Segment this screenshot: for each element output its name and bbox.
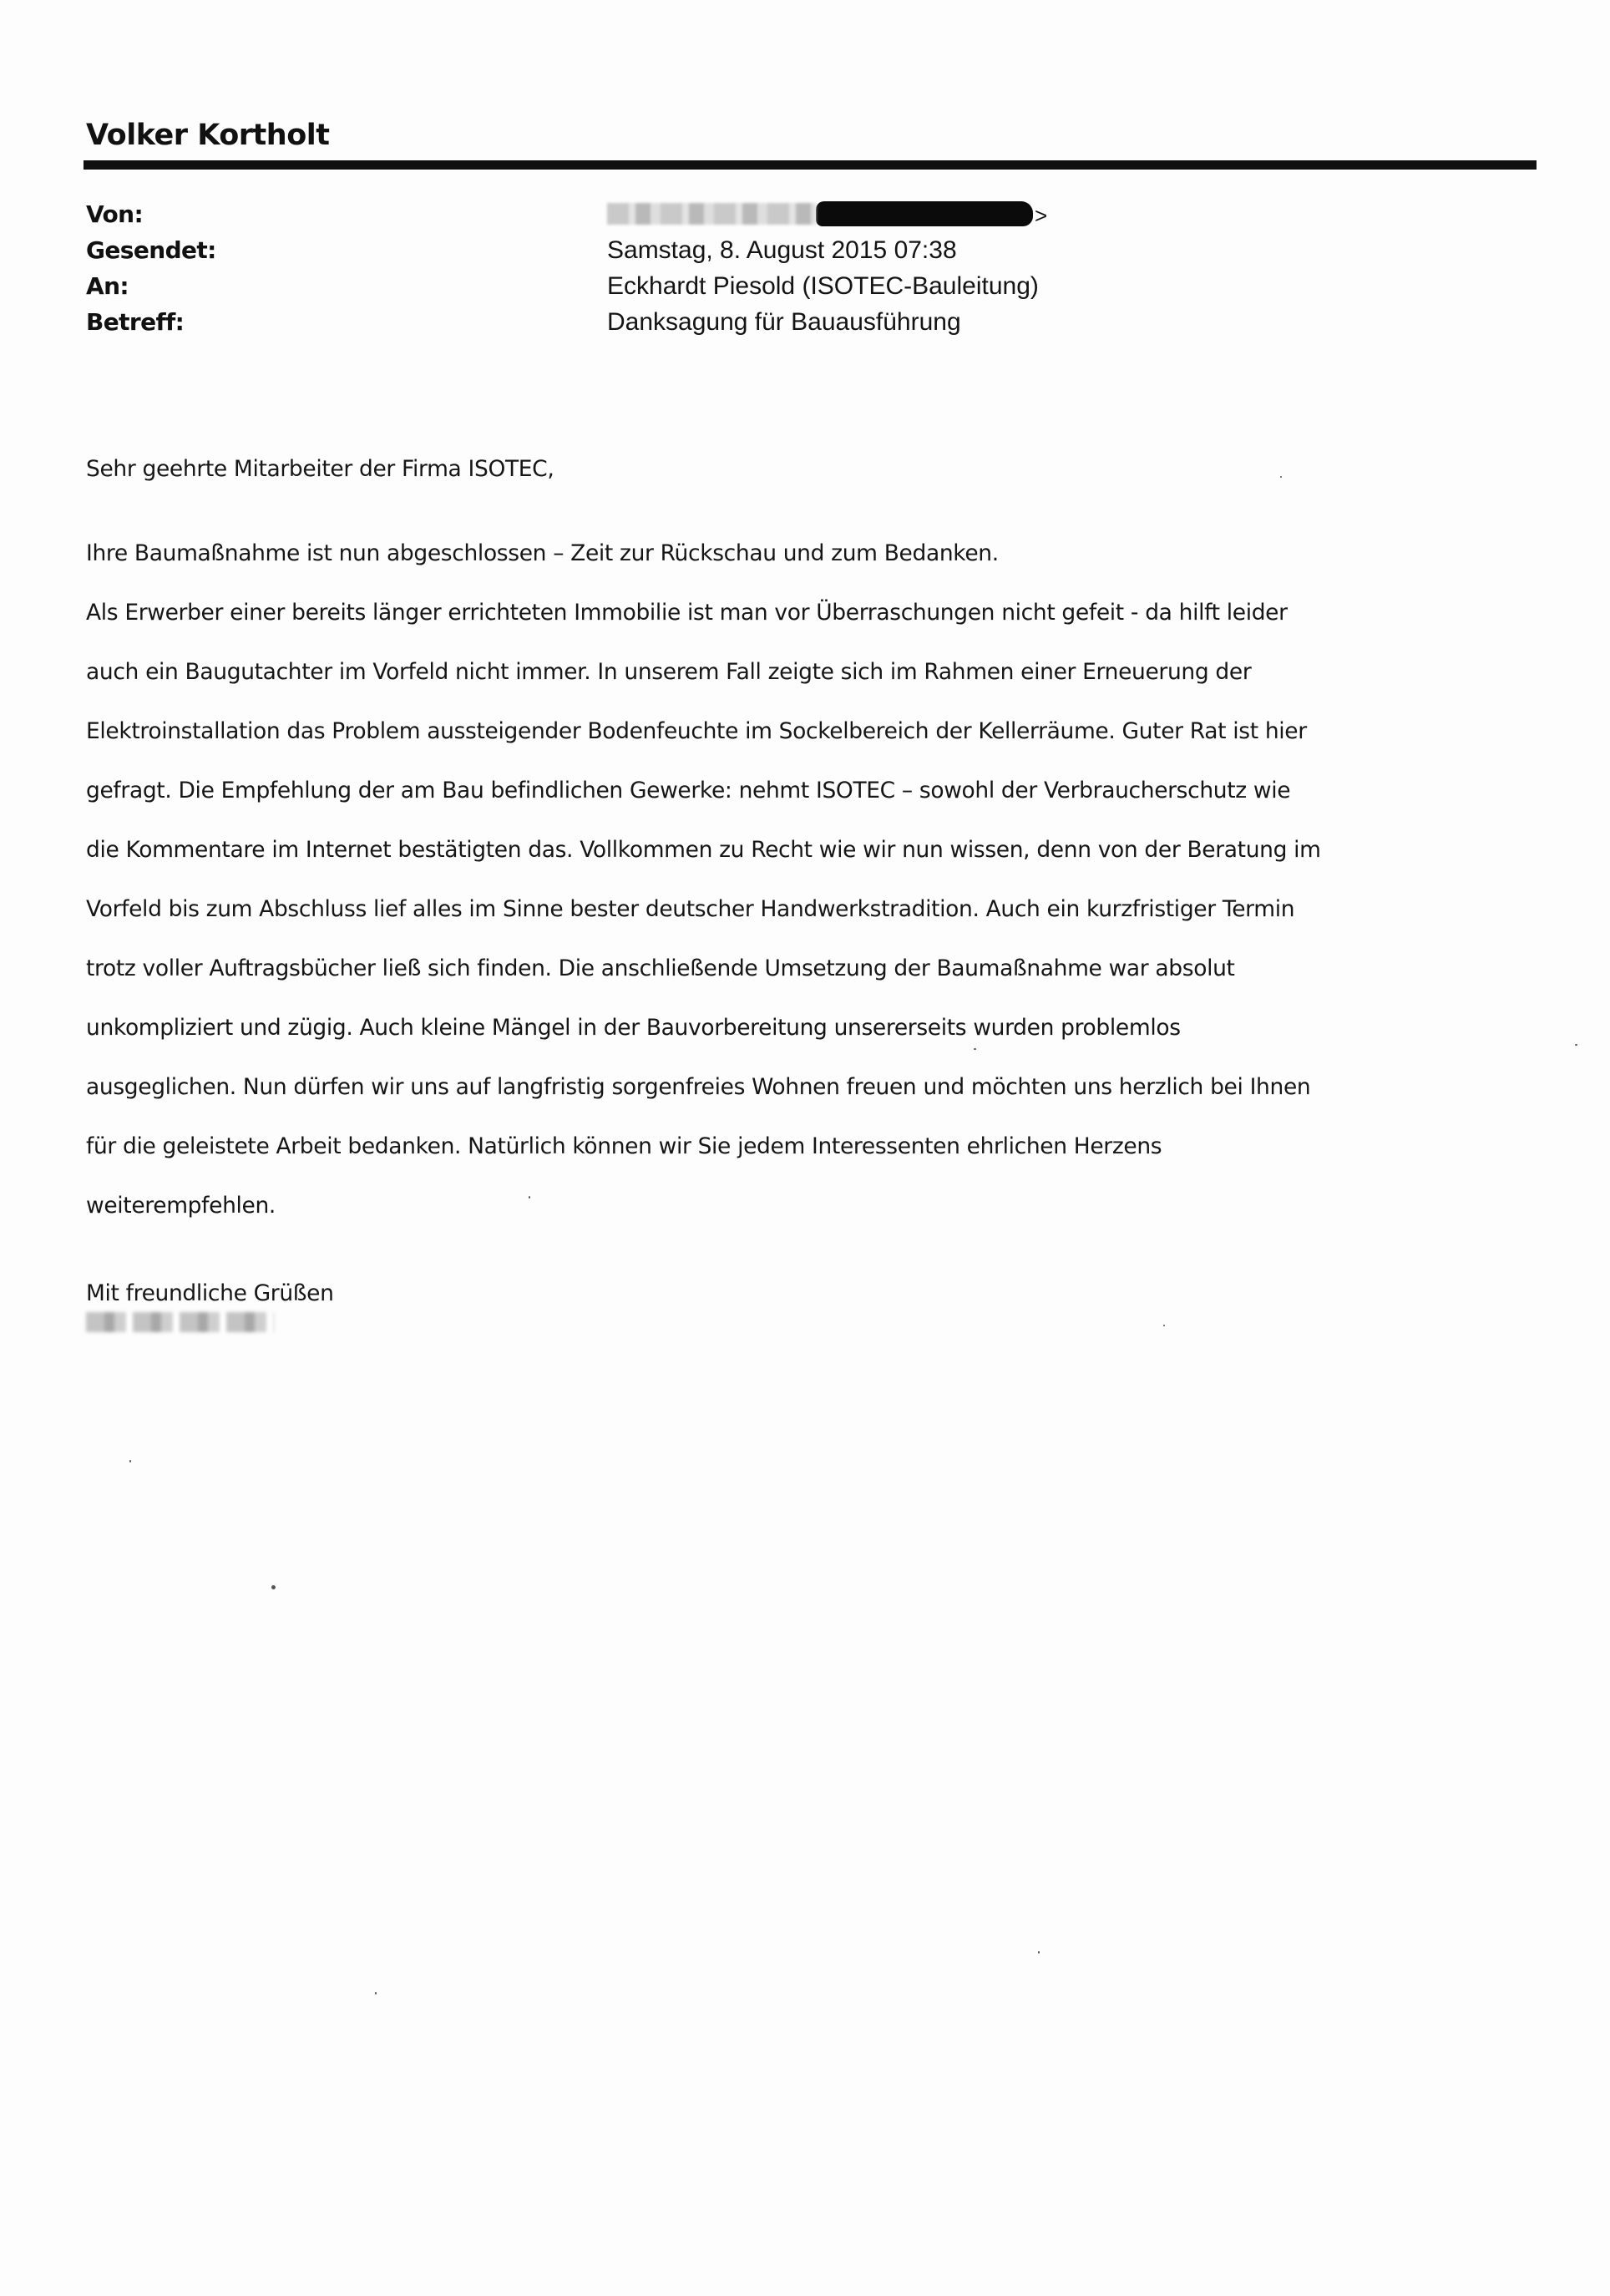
scan-speck — [1163, 1325, 1165, 1326]
redacted-signature — [86, 1312, 274, 1332]
body-line: unkompliziert und zügig. Auch kleine Mängel in der Bauvorbereitung unsererseits wurden problemlos — [86, 1015, 1181, 1041]
to-value: Eckhardt Piesold (ISOTEC-Bauleitung) — [607, 272, 1039, 300]
from-value-suffix: > — [1035, 202, 1048, 228]
sent-value: Samstag, 8. August 2015 07:38 — [607, 236, 957, 264]
body-paragraph — [86, 509, 1556, 1251]
body-line: auch ein Baugutachter im Vorfeld nicht immer. In unserem Fall zeigte sich im Rahmen einer Erneuerung der — [86, 659, 1252, 685]
header-row-from — [86, 200, 1506, 236]
redacted-sender-name — [607, 203, 816, 225]
body-line: die Kommentare im Internet bestätigten das. Vollkommen zu Recht wie wir nun wissen, denn von der Beratung im — [86, 837, 1321, 863]
header-row-subject — [86, 308, 1506, 344]
subject-value: Danksagung für Bauausführung — [607, 308, 961, 336]
body-line: Vorfeld bis zum Abschluss lief alles im Sinne bester deutscher Handwerkstradition. Auch ein kurzfristiger Termin — [86, 896, 1295, 922]
email-header — [86, 200, 1506, 344]
body-line: ausgeglichen. Nun dürfen wir uns auf langfristig sorgenfreies Wohnen freuen und möchten uns herzlich bei Ihnen — [86, 1074, 1311, 1100]
scan-speck — [529, 1196, 530, 1199]
closing: Mit freundliche Grüßen — [86, 1280, 334, 1306]
body-line: Als Erwerber einer bereits länger errichteten Immobilie ist man vor Überraschungen nicht gefeit - da hilft leider — [86, 600, 1288, 626]
body-line: für die geleistete Arbeit bedanken. Natürlich können wir Sie jedem Interessenten ehrlichen Herzens — [86, 1133, 1162, 1159]
scan-speck — [974, 1048, 976, 1050]
email-body — [86, 454, 1556, 1340]
greeting: Sehr geehrte Mitarbeiter der Firma ISOTEC, — [86, 456, 554, 482]
scan-speck — [375, 1992, 377, 1994]
header-row-sent — [86, 236, 1506, 272]
scan-speck — [1575, 1044, 1577, 1046]
title-divider — [84, 160, 1537, 170]
scan-speck — [129, 1460, 131, 1462]
body-line: Ihre Baumaßnahme ist nun abgeschlossen – Zeit zur Rückschau und zum Bedanken. — [86, 540, 999, 566]
document-title: Volker Kortholt — [86, 119, 330, 152]
redacted-sender-email — [816, 201, 1033, 226]
scan-speck — [1280, 476, 1282, 478]
sent-label: Gesendet: — [86, 236, 216, 264]
from-value — [607, 200, 1047, 229]
header-row-to — [86, 272, 1506, 308]
to-label: An: — [86, 272, 129, 300]
body-line: Elektroinstallation das Problem aussteigender Bodenfeuchte im Sockelbereich der Kellerräume. Guter Rat ist hier — [86, 718, 1307, 744]
body-line: trotz voller Auftragsbücher ließ sich finden. Die anschließende Umsetzung der Baumaßnahme war absolut — [86, 955, 1235, 981]
body-line: gefragt. Die Empfehlung der am Bau befindlichen Gewerke: nehmt ISOTEC – sowohl der Verbraucherschutz wie — [86, 778, 1291, 803]
from-label: Von: — [86, 200, 144, 228]
subject-label: Betreff: — [86, 308, 185, 336]
scan-speck — [271, 1585, 276, 1589]
body-line: weiterempfehlen. — [86, 1193, 276, 1219]
scan-speck — [1038, 1951, 1040, 1954]
